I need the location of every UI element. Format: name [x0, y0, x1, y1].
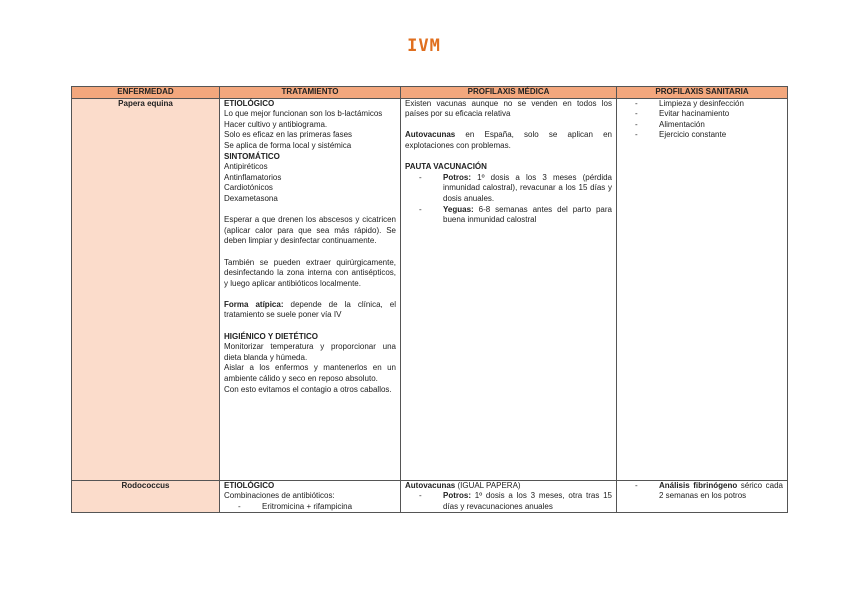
paragraph: También se pueden extraer quirúrgicamente, desinfectando la zona interna con antisépticos, y luego aplicar antibióticos localmente.	[224, 257, 396, 288]
inline-label: Autovacunas	[405, 130, 456, 140]
medical-prophylaxis-cell	[401, 98, 617, 480]
paragraph: Con esto evitamos el contagio a otros caballos.	[224, 384, 392, 394]
list-item	[443, 173, 612, 205]
inline-text: 1º dosis a los 3 meses, otra tras 15 días y revacunaciones anuales	[443, 491, 612, 511]
text-line: Cardiotónicos	[224, 183, 273, 193]
text-line: Antinflamatorios	[224, 172, 282, 182]
header-profilaxis-medica: PROFILAXIS MÉDICA	[401, 87, 617, 99]
inline-text: sérico cada 2 semanas en los potros	[659, 480, 783, 501]
table-header-row	[72, 87, 788, 99]
text-line: Combinaciones de antibióticos:	[224, 491, 335, 501]
list-item: - Alimentación	[659, 120, 783, 131]
text-line: Antipiréticos	[224, 162, 268, 172]
inline-text: 6-8 semanas antes del parto para buena inmunidad calostral	[443, 204, 612, 225]
antibiotic-list	[224, 502, 396, 513]
section-heading: PAUTA VACUNACIÓN	[405, 162, 487, 172]
disease-table	[71, 86, 788, 513]
list-item: - Eritromicina + rifampicina	[262, 502, 396, 513]
disease-name: Rodococcus	[72, 480, 220, 513]
sanitary-list	[621, 481, 783, 502]
text-line: Dexametasona	[224, 193, 278, 203]
paragraph: Existen vacunas aunque no se venden en todos los países por su eficacia relativa	[405, 98, 612, 119]
paragraph	[405, 130, 612, 151]
table-row	[72, 480, 788, 513]
paragraph	[405, 481, 612, 492]
list-item	[443, 491, 612, 512]
text-line: Solo es eficaz en las primeras fases	[224, 130, 353, 140]
table-row	[72, 98, 788, 480]
vaccination-list	[405, 173, 612, 226]
text-line: Lo que mejor funcionan son los b-lactámicos	[224, 109, 383, 119]
sanitary-prophylaxis-cell	[617, 480, 788, 513]
vaccination-list	[405, 491, 612, 512]
inline-label: Análisis fibrinógeno	[659, 480, 738, 490]
list-item	[659, 481, 783, 502]
header-enfermedad: ENFERMEDAD	[72, 87, 220, 99]
inline-label: Autovacunas	[405, 480, 456, 490]
list-item: - Ejercicio constante	[659, 130, 783, 141]
inline-text: (IGUAL PAPERA)	[455, 480, 521, 490]
section-heading: HIGIÉNICO Y DIETÉTICO	[224, 331, 318, 341]
medical-prophylaxis-cell	[401, 480, 617, 513]
inline-label: Forma atípica:	[224, 299, 284, 309]
header-tratamiento: TRATAMIENTO	[220, 87, 401, 99]
section-heading: SINTOMÁTICO	[224, 151, 280, 161]
list-item	[443, 205, 612, 226]
paragraph: Aislar a los enfermos y mantenerlos en un ambiente cálido y seco en reposo absoluto.	[224, 363, 396, 384]
sanitary-prophylaxis-cell	[617, 98, 788, 480]
inline-label: Yeguas:	[443, 204, 474, 214]
document-title: IVM	[407, 36, 441, 56]
list-item: - Evitar hacinamiento	[659, 109, 783, 120]
inline-label: Potros:	[443, 172, 471, 182]
section-heading: ETIOLÓGICO	[224, 480, 275, 490]
header-profilaxis-sanitaria: PROFILAXIS SANITARIA	[617, 87, 788, 99]
inline-label: Potros:	[443, 491, 471, 501]
treatment-cell	[220, 480, 401, 513]
paragraph	[224, 300, 396, 321]
paragraph: Esperar a que drenen los abscesos y cicatricen (aplicar calor para que sea más rápido). Se deben limpiar y desinfectar continuamente.	[224, 215, 396, 246]
sanitary-list	[621, 99, 783, 141]
paragraph: Monitorizar temperatura y proporcionar una dieta blanda y húmeda.	[224, 342, 396, 362]
section-heading: ETIOLÓGICO	[224, 98, 275, 108]
text-line: Se aplica de forma local y sistémica	[224, 140, 352, 150]
disease-name: Papera equina	[72, 98, 220, 480]
inline-text: en España, solo se aplican en explotaciones con problemas.	[405, 130, 612, 150]
text-line: Hacer cultivo y antibiograma.	[224, 119, 328, 129]
inline-text: 1º dosis a los 3 meses (pérdida inmunidad calostral), revacunar a los 15 días y dosis anuales.	[443, 172, 612, 203]
treatment-cell	[220, 98, 401, 480]
list-item: - Limpieza y desinfección	[659, 99, 783, 110]
inline-text: depende de la clínica, el tratamiento se suele poner vía IV	[224, 299, 396, 320]
